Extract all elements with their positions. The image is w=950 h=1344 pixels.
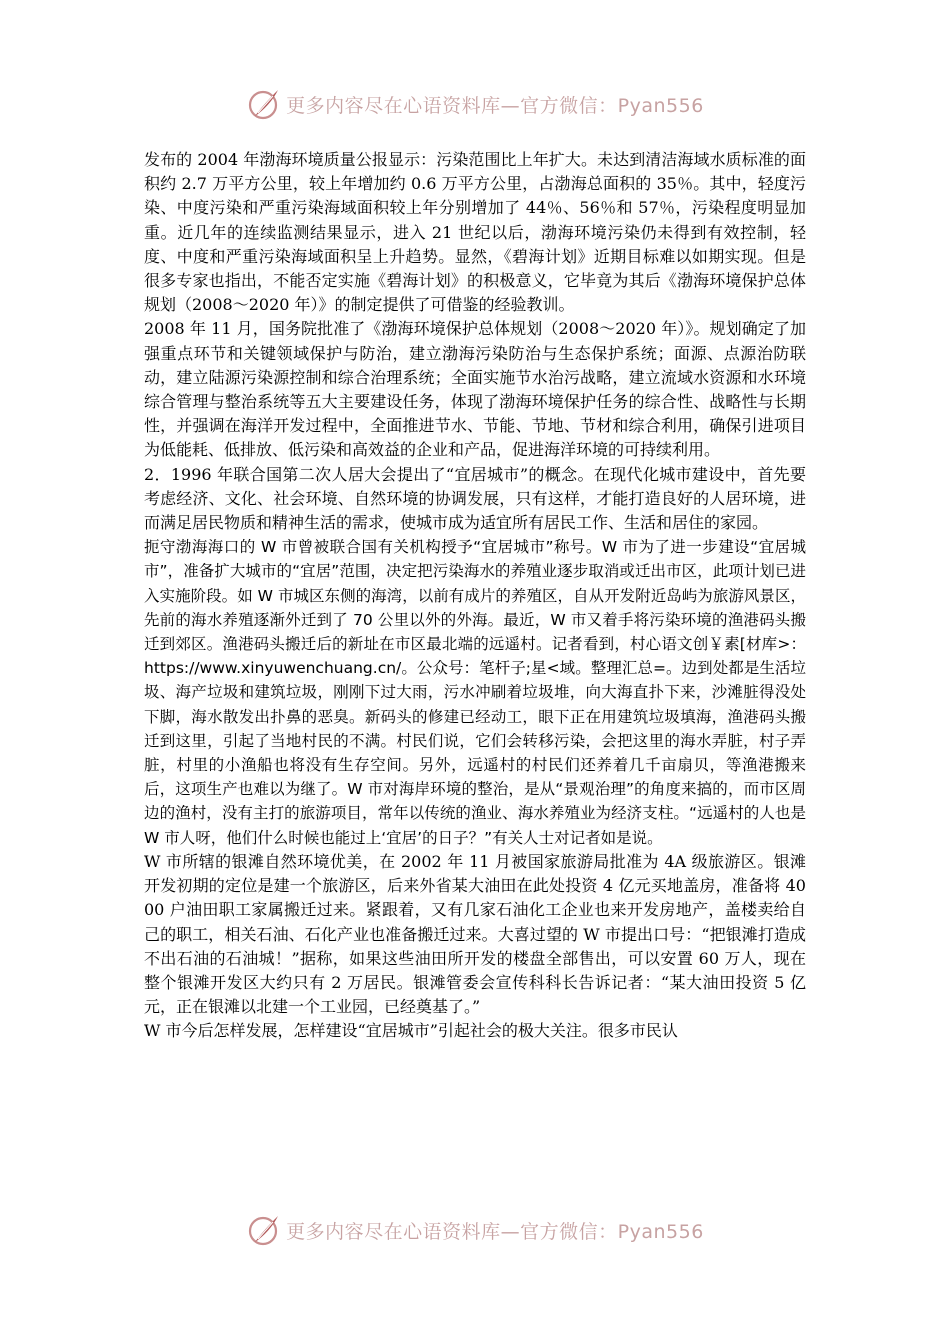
paragraph-w-city-development: W 市今后怎样发展，怎样建设“宜居城市”引起社会的极大关注。很多市民认 — [144, 1021, 678, 1041]
watermark-text: 更多内容尽在心语资料库—官方微信：Pyan556 — [286, 1220, 704, 1243]
paragraph-w-city-fishing-port: 扼守渤海海口的 W 市曾被联合国有关机构授予“宜居城市”称号。W 市为了进一步建设“宜居城市”，准备扩大城市的“宜居”范围，决定把污染海水的养殖业逐步取消或迁出市区，此项计划已进入实施阶段。如 W 市城区东侧的海湾，以前有成片的养殖区，自从开发附近岛屿为旅游风景区，先前的海水养殖逐渐外迁到了 70 公里以外的外海。最近，W 市又着手将污染环境的渔港码头搬迁到郊区。渔港码头搬迁后的新址在市区最北端的远遥村。记者看到，村心语文创￥素[材库>：https://www.xinyuwenchuang.cn/。公众号：笔杆子;星<域。整理汇总=。边到处都是生活垃圾、海产垃圾和建筑垃圾，刚刚下过大雨，污水冲刷着垃圾堆，向大海直扑下来，沙滩脏得没处下脚，海水散发出扑鼻的恶臭。新码头的修建已经动工，眼下正在用建筑垃圾填海，渔港码头搬迁到这里，引起了当地村民的不满。村民们说，它们会转移污染，会把这里的海水弄脏，村子弄脏，村里的小渔船也将没有生存空间。另外，远遥村的村民们还养着几千亩扇贝，等渔港搬来后，这项生产也难以为继了。W 市对海岸环境的整治，是从“景观治理”的角度来搞的，而市区周边的渔村，没有主打的旅游项目，常年以传统的渔业、海水养殖业为经济支柱。“远遥村的人也是 W 市人呀，他们什么时候也能过上‘宜居’的日子？”有关人士对记者如是说。 — [144, 538, 806, 847]
paragraph-silver-beach: W 市所辖的银滩自然环境优美，在 2002 年 11 月被国家旅游局批准为 4A 级旅游区。银滩开发初期的定位是建一个旅游区，后来外省某大油田在此处投资 4 亿元买地盖房，准备将 4000 户油田职工家属搬迁过来。紧跟着，又有几家石油化工企业也来开发房地产，盖楼卖给自己的职工，相关石油、石化产业也准备搬迁过来。大喜过望的 W 市提出口号：“把银滩打造成不出石油的石油城！”据称，如果这些油田所开发的楼盘全部售出，可以安置 60 万人，现在整个银滩开发区大约只有 2 万居民。银滩管委会宣传科科长告诉记者：“某大油田投资 5 亿元，正在银滩以北建一个工业园，已经奠基了。” — [144, 851, 806, 1017]
paragraph-livable-city-concept: 2．1996 年联合国第二次人居大会提出了“宜居城市”的概念。在现代化城市建设中，首先要考虑经济、文化、社会环境、自然环境的协调发展，只有这样，才能打造良好的人居环境，进而满足居民物质和精神生活的需求，使城市成为适宜所有居民工作、生活和居住的家园。 — [144, 464, 806, 533]
feather-logo-icon — [246, 1212, 282, 1248]
document-body — [144, 148, 806, 1198]
footer-watermark — [0, 1210, 950, 1250]
header-watermark — [0, 84, 950, 124]
paragraph-bohai-plan-2008: 2008 年 11 月，国务院批准了《渤海环境保护总体规划（2008～2020 年）》。规划确定了加强重点环节和关键领域保护与防治，建立渤海污染防治与生态保护系统；面源、点源治防联动，建立陆源污染源控制和综合治理系统；全面实施节水治污战略，建立流域水资源和水环境综合管理与整治系统等五大主要建设任务，体现了渤海环境保护任务的综合性、战略性与长期性，并强调在海洋开发过程中，全面推进节水、节能、节地、节材和综合利用，确保引进项目为低能耗、低排放、低污染和高效益的企业和产品，促进海洋环境的可持续利用。 — [144, 319, 806, 460]
watermark-text: 更多内容尽在心语资料库—官方微信：Pyan556 — [286, 94, 704, 117]
paragraph-bohai-2004-report: 发布的 2004 年渤海环境质量公报显示：污染范围比上年扩大。未达到清洁海域水质标准的面积约 2.7 万平方公里，较上年增加约 0.6 万平方公里，占渤海总面积的 35％。其中，轻度污染、中度污染和严重污染海域面积较上年分别增加了 44％、56％和 57％，污染程度明显加重。近几年的连续监测结果显示，进入 21 世纪以后，渤海环境污染仍未得到有效控制，轻度、中度和严重污染海域面积呈上升趋势。显然，《碧海计划》近期目标难以如期实现。但是很多专家也指出，不能否定实施《碧海计划》的积极意义，它毕竟为其后《渤海环境保护总体规划（2008～2020 年）》的制定提供了可借鉴的经验教训。 — [144, 150, 806, 315]
feather-logo-icon — [246, 86, 282, 122]
